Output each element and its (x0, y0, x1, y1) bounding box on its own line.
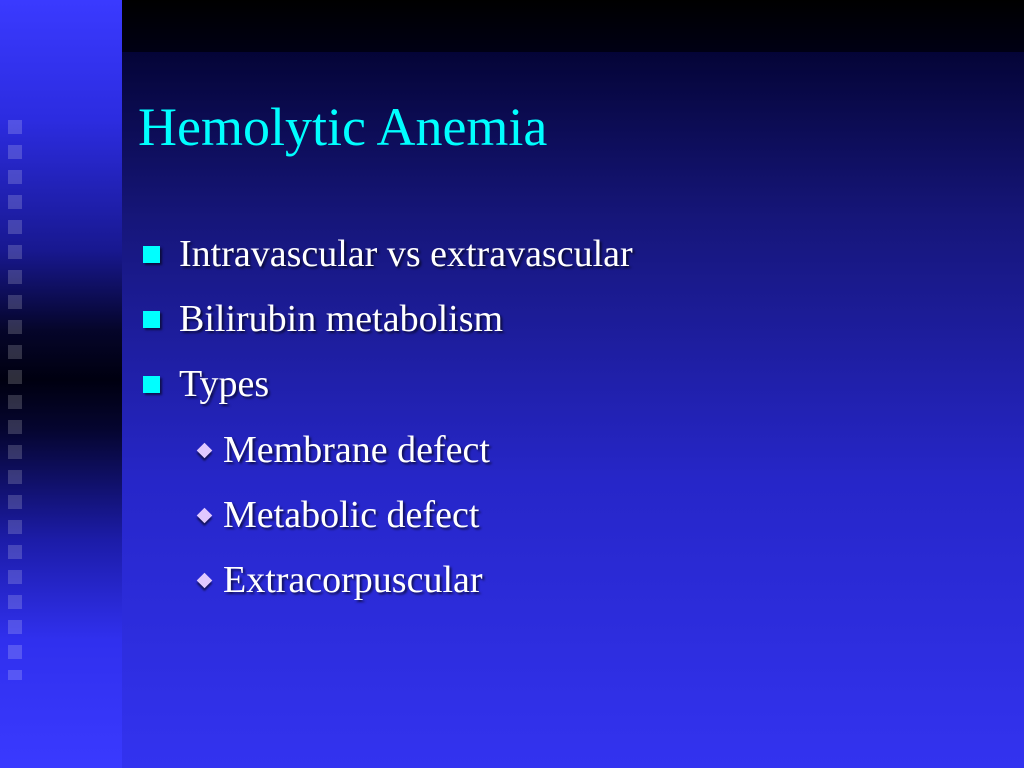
diamond-bullet-icon (197, 507, 213, 523)
sub-bullet-item (196, 426, 490, 474)
bullet-text: Types (179, 363, 270, 405)
square-bullet-icon (143, 246, 160, 263)
sub-bullet-item (196, 556, 490, 604)
sub-bullet-text: Extracorpuscular (223, 559, 483, 601)
sub-bullet-item (196, 491, 490, 539)
slide-title: Hemolytic Anemia (138, 97, 548, 157)
bullet-item (143, 295, 633, 343)
diamond-bullet-icon (197, 572, 213, 588)
decorative-squares (8, 120, 28, 680)
bullet-item (143, 360, 633, 408)
sub-bullet-text: Membrane defect (223, 429, 490, 471)
square-bullet-icon (143, 311, 160, 328)
sub-bullet-text: Metabolic defect (223, 494, 480, 536)
bullet-item (143, 230, 633, 278)
top-dark-bar (122, 0, 1024, 52)
bullet-text: Intravascular vs extravascular (179, 233, 633, 275)
left-decorative-band (0, 0, 122, 768)
sub-bullet-list (196, 426, 490, 621)
square-bullet-icon (143, 376, 160, 393)
bullet-list (143, 230, 633, 425)
bullet-text: Bilirubin metabolism (179, 298, 504, 340)
diamond-bullet-icon (197, 442, 213, 458)
